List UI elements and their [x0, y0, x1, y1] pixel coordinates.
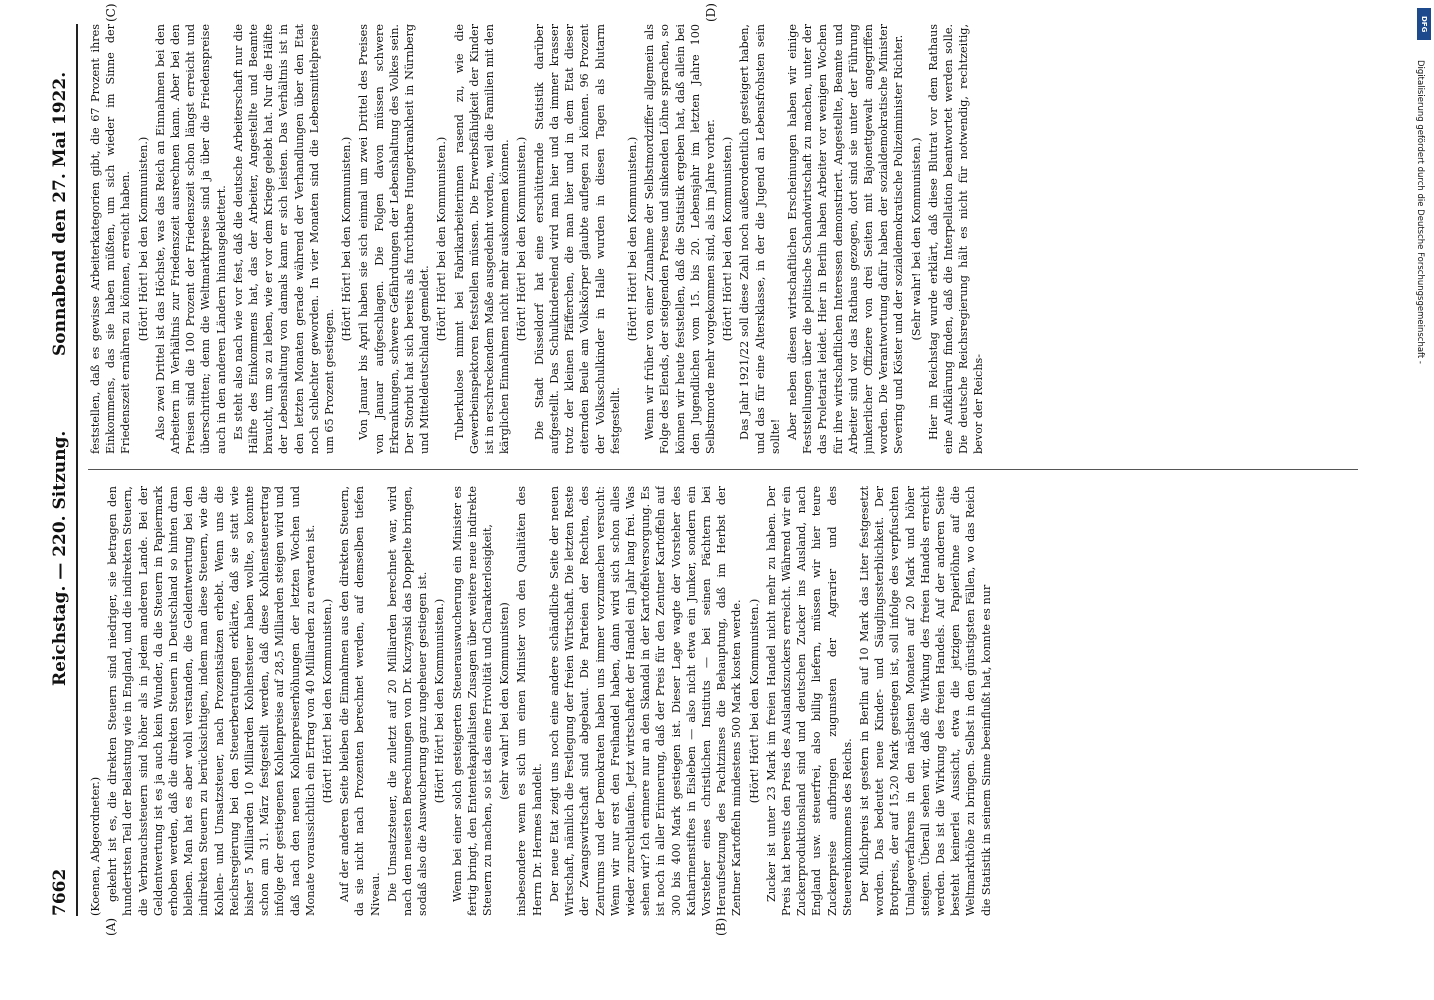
interjection: (Sehr wahr! bei den Kommunisten.) — [909, 137, 923, 341]
header-rule — [76, 24, 78, 916]
right-column — [88, 24, 1358, 454]
paragraph: feststellen, daß es gewisse Arbeiterkategorien gibt, die 67 Prozent ihres Einkommens, das sie haben müßten, um sich wieder im Sinne der Friedenszeit ernähren zu können, erreicht haben. — [89, 24, 133, 454]
column-divider — [88, 469, 1358, 470]
paragraph: Wenn wir früher von einer Zunahme der Selbstmordziffer allgemein als Folge des Elends, der steigenden Preise und sinkenden Löhne sprachen, so können wir heute feststellen, daß die Statistik ergeben hat, daß allein bei den Jugendlichen vom 15. bis 20. Lebensjahr im letzten Jahre 100 Selbstmorde mehr vorgekommen sind, als im Jahre vorher. — [643, 24, 717, 454]
paragraph: Hier im Reichstag wurde erklärt, daß diese Blutrat vor dem Rathaus eine Aufklärung finden, daß die Interpellation beantwortet werden solle. Die deutsche Reichsregierung hält es nicht für notwendig, rechtzeitig, bevor der Reichs- — [926, 24, 986, 454]
session-title: Reichstag. — 220. Sitzung. — [50, 430, 70, 686]
interjection: (Hört! Hört! bei den Kommunisten.) — [136, 136, 150, 342]
paragraph: Aber neben diesen wirtschaftlichen Erscheinungen haben wir einige Feststellungen über die politische Schandwirtschaft zu machen, unter der das Proletariat leidet. Hier in Berlin haben Arbeiter vor wenigen Wochen für ihre wirtschaftlichen Interessen demonstriert. Angestellte, Beamte und Arbeiter sind vor das Rathaus gezogen, dort sind sie unter der Führung junkerlicher Offiziere von drei Seiten mit Bajonettgewalt angegriffen worden. Die Verantwortung dafür haben der sozialdemokratische Minister Severing und Köster und der sozialdemokratische Polizeiminister Richter. — [785, 24, 906, 454]
margin-marker-a: (A) — [104, 917, 118, 936]
interjection: (Hört! Hört! bei den Kommunisten.) — [321, 598, 335, 804]
interjection: (sehr wahr! bei den Kommunisten) — [498, 602, 512, 800]
page-header — [44, 24, 74, 916]
interjection: (Hört! Hört! bei den Kommunisten.) — [433, 598, 447, 804]
interjection: (Hört! Hört! bei den Kommunisten.) — [747, 598, 761, 804]
dfg-logo: DFG — [1417, 8, 1431, 40]
interjection: (Hört! Hört! bei den Kommunisten.) — [625, 136, 639, 342]
interjection: (Hört! Hört! bei den Kommunisten.) — [515, 136, 529, 342]
paragraph: insbesondere wenn es sich um einen Minister von den Qualitäten des Herrn Dr. Hermes handelt. — [515, 486, 544, 916]
paragraph: gekehrt ist es, die direkten Steuern sind niedriger, sie betragen den hundertsten Teil der Belastung wie in England, und die indirekten Steuern, die Verbrauchssteuern sind höher als in jedem anderen Lande. Bei der Geldentwertung ist es ja auch kein Wunder, da die Steuern in Papiermark erhoben werden, daß die direkten Steuern in Deutschland so hinten dran bleiben. Man hat es aber wohl verstanden, die Geldentwertung bei den indirekten Steuern zu berücksichtigen, indem man diese Steuern, wie die Kohlen- und Umsatzsteuer, nach Prozentsätzen erhebt. Wenn uns die Reichsregierung bei den Steuerberatungen erklärte, daß sie statt wie bisher 5 Milliarden 10 Milliarden Kohlensteuer haben wollte, so konnte schon am 31. März festgestellt werden, daß diese Kohlensteuerertrag infolge der gestiegenen Kohlenpreise auf 28,5 Milliarden steigen wird und daß nach den neuen Kohlenpreiserhöhungen der letzten Wochen und Monate voraussichtlich ein Ertrag von 40 Milliarden zu erwarten ist. — [106, 486, 317, 916]
paragraph: Der Milchpreis ist gestern in Berlin auf 10 Mark das Liter festgesetzt worden. Das bedeutet neue Kinder- und Säuglingssterblichkeit. Der Brotpreis, der auf 15,20 Mark gestiegen ist, soll infolge des verpfuschten Umlageverfahrens in den nächsten Monaten auf 20 Mark und höher steigen. Überall sehen wir, daß die Wirkung des freien Handels erreicht werden. Das ist die Wirkung des freien Handels. Auf der anderen Seite besteht keinerlei Aussicht, etwa die jetzigen Papierlöhne auf die Weltmarkthöhe zu bringen. Selbst in den günstigsten Fällen, wo das Reich die Statistik in seinem Sinne beeinflußt hat, konnte es nur — [857, 486, 993, 916]
paragraph: Das Jahr 1921/22 soll diese Zahl noch außerordentlich gesteigert haben, und das für eine Altersklasse, in der die Jugend an Lebensfrohsten sein sollte! — [738, 24, 782, 454]
paragraph: Die Stadt Düsseldorf hat eine erschütternde Statistik darüber aufgestellt. Das Schulkinderelend wird man hier und da immer krasser trotz der kleinen Pfäfferchen, die man hier und in dem Etat dieser eiternden Beule am Volkskörper glaubte auflegen zu können. 96 Prozent der Volksschulkinder in Halle wurden in diesen Tagen als blutarm festgestellt. — [532, 24, 622, 454]
interjection: (Hört! Hört! bei den Kommunisten.) — [435, 136, 449, 342]
digitization-credit — [1415, 60, 1429, 960]
session-date: Sonnabend den 27. Mai 1922. — [50, 71, 70, 356]
paragraph: Tuberkulose nimmt bei Fabrikarbeiterinnen rasend zu, wie die Gewerbeinspektoren feststellen müssen. Die Erwerbsfähigkeit der Kinder ist in erschreckendem Maße ausgedehnt worden, weil die Familien mit den kärglichen Einnahmen nicht mehr auskommen können. — [452, 24, 512, 454]
paragraph: (Koenen, Abgeordneter.) — [89, 776, 102, 916]
paragraph: Zucker ist unter 23 Mark im freien Handel nicht mehr zu haben. Der Preis hat bereits den Preis des Auslandszuckers erreicht. Während wir ein Zuckerproduktionsland sind und deutschen Zucker ins Ausland, nach England usw. steuerfrei, also billig liefern, müssen wir hier teure Zuckerpreise aufbringen zugunsten der Agrarier und des Steuereinkommens des Reichs. — [764, 486, 854, 916]
interjection: (Hört! Hört! bei den Kommunisten.) — [340, 136, 354, 342]
paragraph: Der neue Etat zeigt uns noch eine andere schändliche Seite der neuen Wirtschaft, nämlich die Festlegung der freien Wirtschaft. Die letzten Reste der Zwangswirtschaft sind abgebaut. Die Parteien der Rechten, des Zentrums und der Demokraten haben uns immer vorzumachen versucht: Wenn wir nur erst den Freihandel haben, dann wird sich schon alles wieder zurechtlaufen. Jetzt wirtschaftet der Handel ein Jahr lang frei. Was sehen wir? Ich erinnere nur an den Skandal in der Kartoffelversorgung. Es ist noch in aller Erinnerung, daß der Preis für den Zentner Kartoffeln auf 300 bis 400 Mark gestiegen ist. Dieser Lage wagte der Vorsteher des Katharinenstiftes in Eisleben — also nicht etwa ein Junker, sondern ein Vorsteher eines christlichen Instituts — bei seinen Pächtern bei Heraufsetzung des Pachtzinses die Behauptung, daß im Herbst der Zentner Kartoffeln mindestens 500 Mark kosten werde. — [547, 486, 744, 916]
paragraph: Auf der anderen Seite bleiben die Einnahmen aus den direkten Steuern, da sie nicht nach Prozenten berechnet werden, auf demselben tiefen Niveau. — [338, 486, 382, 916]
credit-text: Digitalisierung gefördert durch die Deutsche Forschungsgemeinschaft - — [1415, 60, 1425, 364]
paragraph: Von Januar bis April haben sie sich einmal um zwei Drittel des Preises von Januar aufgeschlagen. Die Folgen davon müssen schwere Erkrankungen, schwere Gefährdungen der Lebenshaltung des Volkes sein. Der Storbut hat sich bereits als furchtbare Hungerkrankheit in Nürnberg und Mitteldeutschland gemeldet. — [357, 24, 432, 454]
paragraph: Es steht also nach wie vor fest, daß die deutsche Arbeiterschaft nur die Hälfte des Einkommens hat, das der Arbeiter, Angestellte und Beamte braucht, um so zu leben, wie er vor dem Kriege gelebt hat. Nur die Hälfte der Lebenshaltung von damals kann er sich leisten. Das Verhältnis ist in den letzten Monaten gerade während der Verhandlungen über den Etat noch schlechter geworden. In vier Monaten sind die Lebensmittelpreise um 65 Prozent gestiegen. — [231, 24, 337, 454]
paragraph: Wenn bei einer solch gesteigerten Steuerauswucherung ein Minister es fertig bringt, den Ententekapitalisten Zusagen über weitere neue indirekte Steuern zu machen, so ist das eine Frivolität und Charakterlosigkeit, — [450, 486, 495, 916]
left-column — [88, 486, 1358, 916]
page-number: 7662 — [50, 868, 70, 916]
margin-marker-c: (C) — [104, 3, 118, 22]
paragraph: Also zwei Drittel ist das Höchste, was das Reich an Einnahmen bei den Arbeitern im Verhältnis zur Friedenszeit ausrechnen kann. Aber bei den Preisen sind die 100 Prozent der Friedenszeit schon längst erreicht und überschritten; denn die Weltmarktpreise sind ja über die Friedenspreise auch in den anderen Ländern hinausgeklettert. — [153, 24, 228, 454]
newspaper-page — [44, 3, 1374, 936]
interjection: (Hört! Hört! bei den Kommunisten.) — [721, 136, 735, 342]
paragraph: Die Umsatzsteuer, die zuletzt auf 20 Milliarden berechnet war, wird nach den neuesten Berechnungen von Dr. Kuczynski das Doppelte bringen, sodaß also die Auswucherung ganz ungeheuer gestiegen ist. — [385, 486, 430, 916]
margin-marker-b: (B) — [714, 917, 728, 936]
margin-marker-d: (D) — [704, 3, 718, 22]
